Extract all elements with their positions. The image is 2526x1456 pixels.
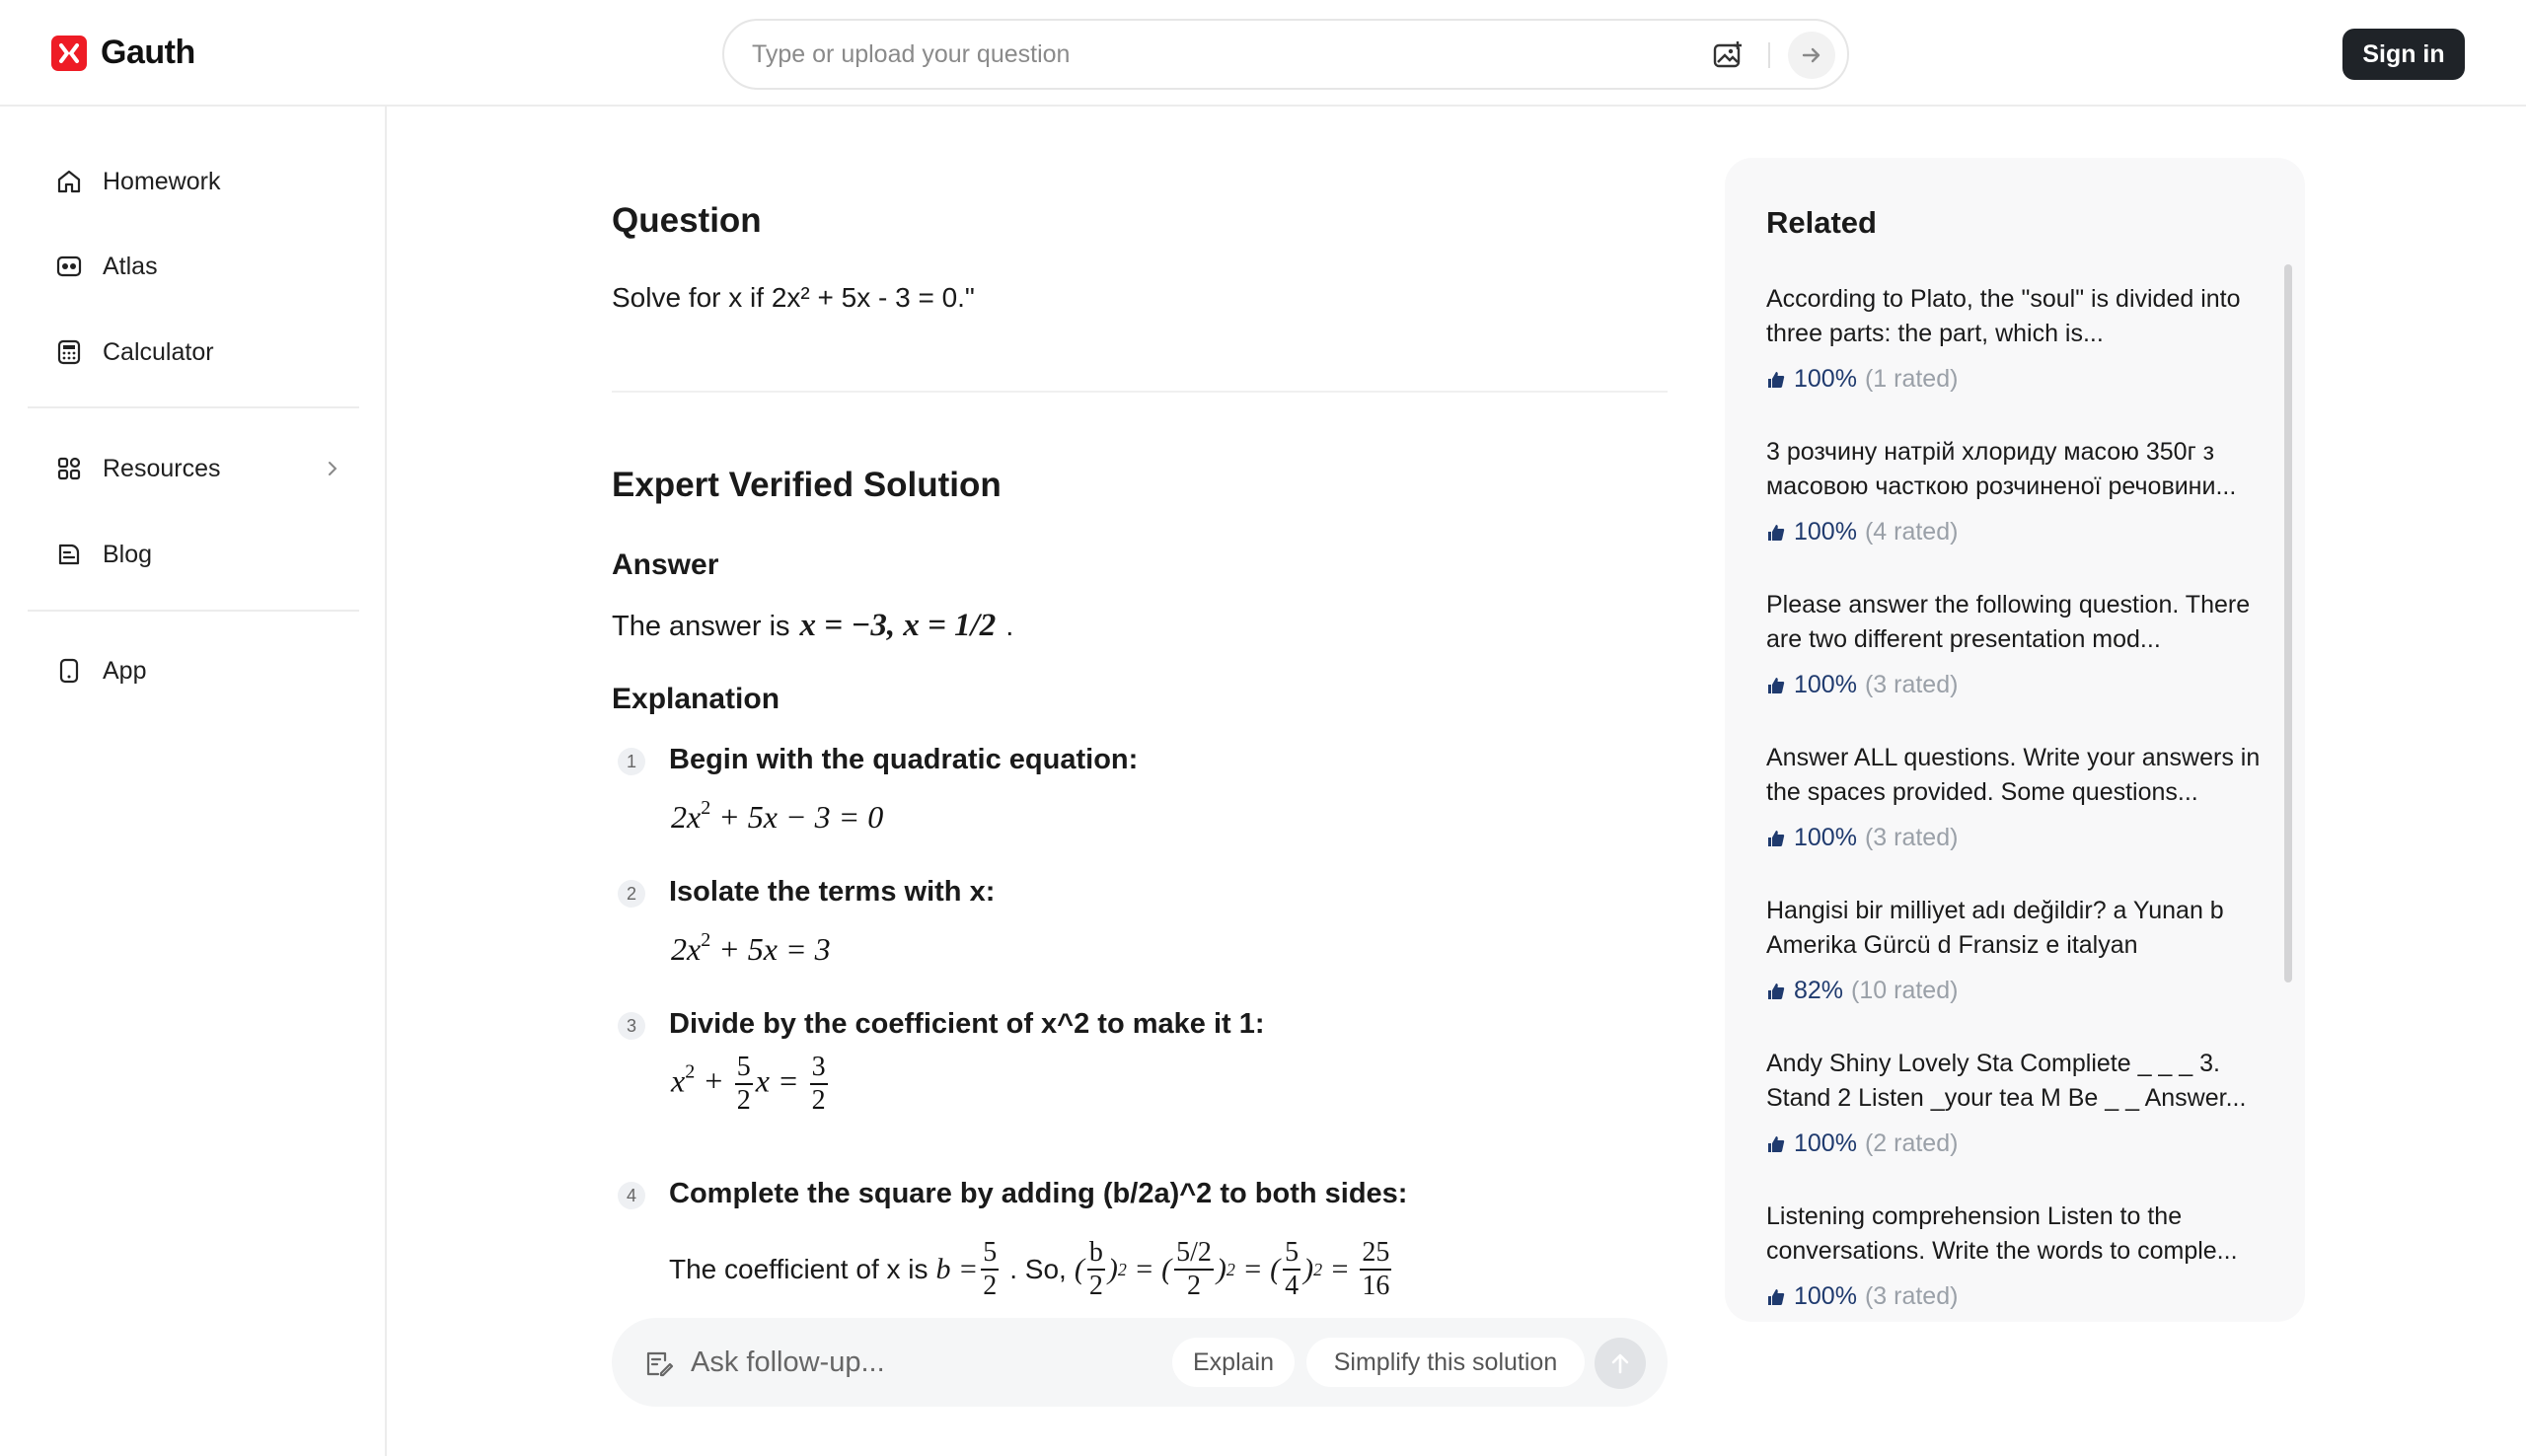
step-equation: $x^2$ + $\frac{5}{2}$ x = $\frac{3}{2}$ bbox=[671, 1052, 826, 1116]
sidebar-item-calculator[interactable] bbox=[55, 332, 214, 372]
related-question: According to Plato, the "soul" is divided into three parts: the part, which is... bbox=[1766, 285, 2241, 347]
answer-math: x = −3, x = 1/2 bbox=[799, 608, 997, 643]
calculator-icon bbox=[55, 338, 83, 366]
related-question: Answer ALL questions. Write your answers in the spaces provided. Some questions... bbox=[1766, 744, 2261, 806]
arrow-right-icon bbox=[1800, 43, 1823, 67]
step-number: 4 bbox=[618, 1182, 645, 1209]
related-rating: 100% (4 rated) bbox=[1766, 518, 2269, 546]
sidebar-item-label: Homework bbox=[103, 167, 221, 195]
related-rating: 100% (1 rated) bbox=[1766, 365, 2269, 394]
related-question: 3 розчину натрій хлориду масою 350г з масовою часткою розчиненої речовини... bbox=[1766, 438, 2237, 500]
related-item[interactable] bbox=[1766, 588, 2269, 699]
home-icon bbox=[55, 168, 83, 195]
logo-text: Gauth bbox=[101, 34, 195, 71]
image-upload-icon[interactable] bbox=[1711, 38, 1745, 72]
content-divider bbox=[612, 391, 1668, 393]
sidebar-item-homework[interactable] bbox=[55, 162, 220, 201]
search-submit-button[interactable] bbox=[1788, 32, 1835, 79]
related-question: Please answer the following question. There are two different presentation mod... bbox=[1766, 591, 2251, 653]
step-math: b = $\frac{5}{2}$ bbox=[935, 1237, 998, 1301]
thumbs-up-icon bbox=[1766, 1134, 1786, 1154]
step-equation: $2x^2 + 5x - 3 = 0$ bbox=[671, 797, 884, 835]
related-question: Hangisi bir milliyet adı değildir? a Yunan b Amerika Gürcü d Fransiz e italyan bbox=[1766, 897, 2224, 959]
explanation-heading: Explanation bbox=[612, 683, 780, 715]
thumbs-up-icon bbox=[1766, 1287, 1786, 1307]
question-text: Solve for x if 2x² + 5x - 3 = 0." bbox=[612, 282, 975, 313]
related-question: Listening comprehension Listen to the conversations. Write the words to comple... bbox=[1766, 1202, 2238, 1265]
related-scrollbar[interactable] bbox=[2284, 264, 2292, 983]
sidebar bbox=[0, 107, 387, 1456]
thumbs-up-icon bbox=[1766, 676, 1786, 695]
thumbs-up-icon bbox=[1766, 982, 1786, 1001]
send-button[interactable] bbox=[1595, 1338, 1646, 1389]
phone-icon bbox=[55, 657, 83, 685]
thumbs-up-icon bbox=[1766, 370, 1786, 390]
chevron-right-icon bbox=[322, 455, 343, 482]
solution-heading: Expert Verified Solution bbox=[612, 466, 1002, 504]
step-title: Begin with the quadratic equation: bbox=[669, 744, 1139, 775]
step-title: Isolate the terms with x: bbox=[669, 876, 996, 908]
arrow-up-icon bbox=[1607, 1350, 1633, 1376]
related-rating: 100% (3 rated) bbox=[1766, 1282, 2269, 1311]
chat-edit-icon bbox=[643, 1347, 675, 1379]
related-item[interactable] bbox=[1766, 1047, 2269, 1158]
step-number: 1 bbox=[618, 748, 645, 775]
related-panel bbox=[1725, 158, 2305, 1322]
sidebar-item-label: Blog bbox=[103, 540, 153, 568]
gauth-logo-icon bbox=[51, 36, 87, 71]
atlas-icon bbox=[55, 253, 83, 280]
related-item[interactable] bbox=[1766, 741, 2269, 852]
sidebar-item-label: Resources bbox=[103, 454, 221, 482]
question-heading: Question bbox=[612, 201, 762, 240]
related-rating: 100% (3 rated) bbox=[1766, 671, 2269, 699]
sidebar-item-resources[interactable] bbox=[55, 449, 351, 488]
sidebar-divider bbox=[28, 406, 359, 408]
answer-period: . bbox=[1005, 611, 1014, 642]
answer-line bbox=[612, 608, 1013, 644]
related-heading: Related bbox=[1766, 205, 1877, 240]
sidebar-item-app[interactable] bbox=[55, 651, 146, 691]
related-rating: 100% (2 rated) bbox=[1766, 1129, 2269, 1158]
related-item[interactable] bbox=[1766, 435, 2269, 546]
related-item[interactable] bbox=[1766, 282, 2269, 394]
sidebar-item-label: App bbox=[103, 656, 147, 685]
search-bar bbox=[722, 19, 1849, 90]
logo[interactable] bbox=[51, 34, 195, 72]
blog-icon bbox=[55, 541, 83, 568]
related-rating: 100% (3 rated) bbox=[1766, 824, 2269, 852]
sidebar-item-blog[interactable] bbox=[55, 535, 152, 574]
thumbs-up-icon bbox=[1766, 829, 1786, 848]
sidebar-divider bbox=[28, 610, 359, 612]
grid-icon bbox=[55, 455, 83, 482]
related-rating: 82% (10 rated) bbox=[1766, 977, 2269, 1005]
step-title: Complete the square by adding (b/2a)^2 to both sides: bbox=[669, 1178, 1408, 1209]
step-equation: $2x^2 + 5x = 3$ bbox=[671, 929, 831, 967]
step-math: ( $\frac{b}{2}$ ) 2 = ( $\frac{5/2}{2}$ ) 2 = ( $\frac{5}{4}$ ) 2 = $\frac{25}{16}$ bbox=[1074, 1237, 1390, 1301]
thumbs-up-icon bbox=[1766, 523, 1786, 543]
answer-prefix: The answer is bbox=[612, 611, 790, 642]
step-number: 2 bbox=[618, 880, 645, 908]
step-text: The coefficient of x is b = $\frac{5}{2}$ . So, ( $\frac{b}{2}$ ) 2 = ( $\frac{5/2}{2}$ ) 2 = ( $\frac{5}{4}$ ) 2 = $\frac{25}{16}$ bbox=[669, 1237, 1394, 1302]
sidebar-item-atlas[interactable] bbox=[55, 247, 158, 286]
related-item[interactable] bbox=[1766, 894, 2269, 1005]
step-number: 3 bbox=[618, 1012, 645, 1040]
answer-heading: Answer bbox=[612, 548, 719, 581]
simplify-chip[interactable]: Simplify this solution bbox=[1306, 1338, 1585, 1387]
search-divider bbox=[1768, 42, 1770, 68]
explain-chip[interactable]: Explain bbox=[1172, 1338, 1295, 1387]
sign-in-button[interactable]: Sign in bbox=[2342, 29, 2465, 80]
search-input[interactable] bbox=[752, 35, 1620, 74]
follow-up-bar bbox=[612, 1318, 1668, 1407]
top-bar bbox=[0, 0, 2526, 107]
related-question: Andy Shiny Lovely Sta Compliete _ _ _ 3. Stand 2 Listen _your tea M Be _ _ Answer... bbox=[1766, 1050, 2247, 1112]
step-title: Divide by the coefficient of x^2 to make it 1: bbox=[669, 1008, 1265, 1040]
related-item[interactable] bbox=[1766, 1200, 2269, 1311]
sidebar-item-label: Calculator bbox=[103, 337, 214, 366]
follow-up-input[interactable] bbox=[691, 1342, 1105, 1383]
sidebar-item-label: Atlas bbox=[103, 252, 158, 280]
